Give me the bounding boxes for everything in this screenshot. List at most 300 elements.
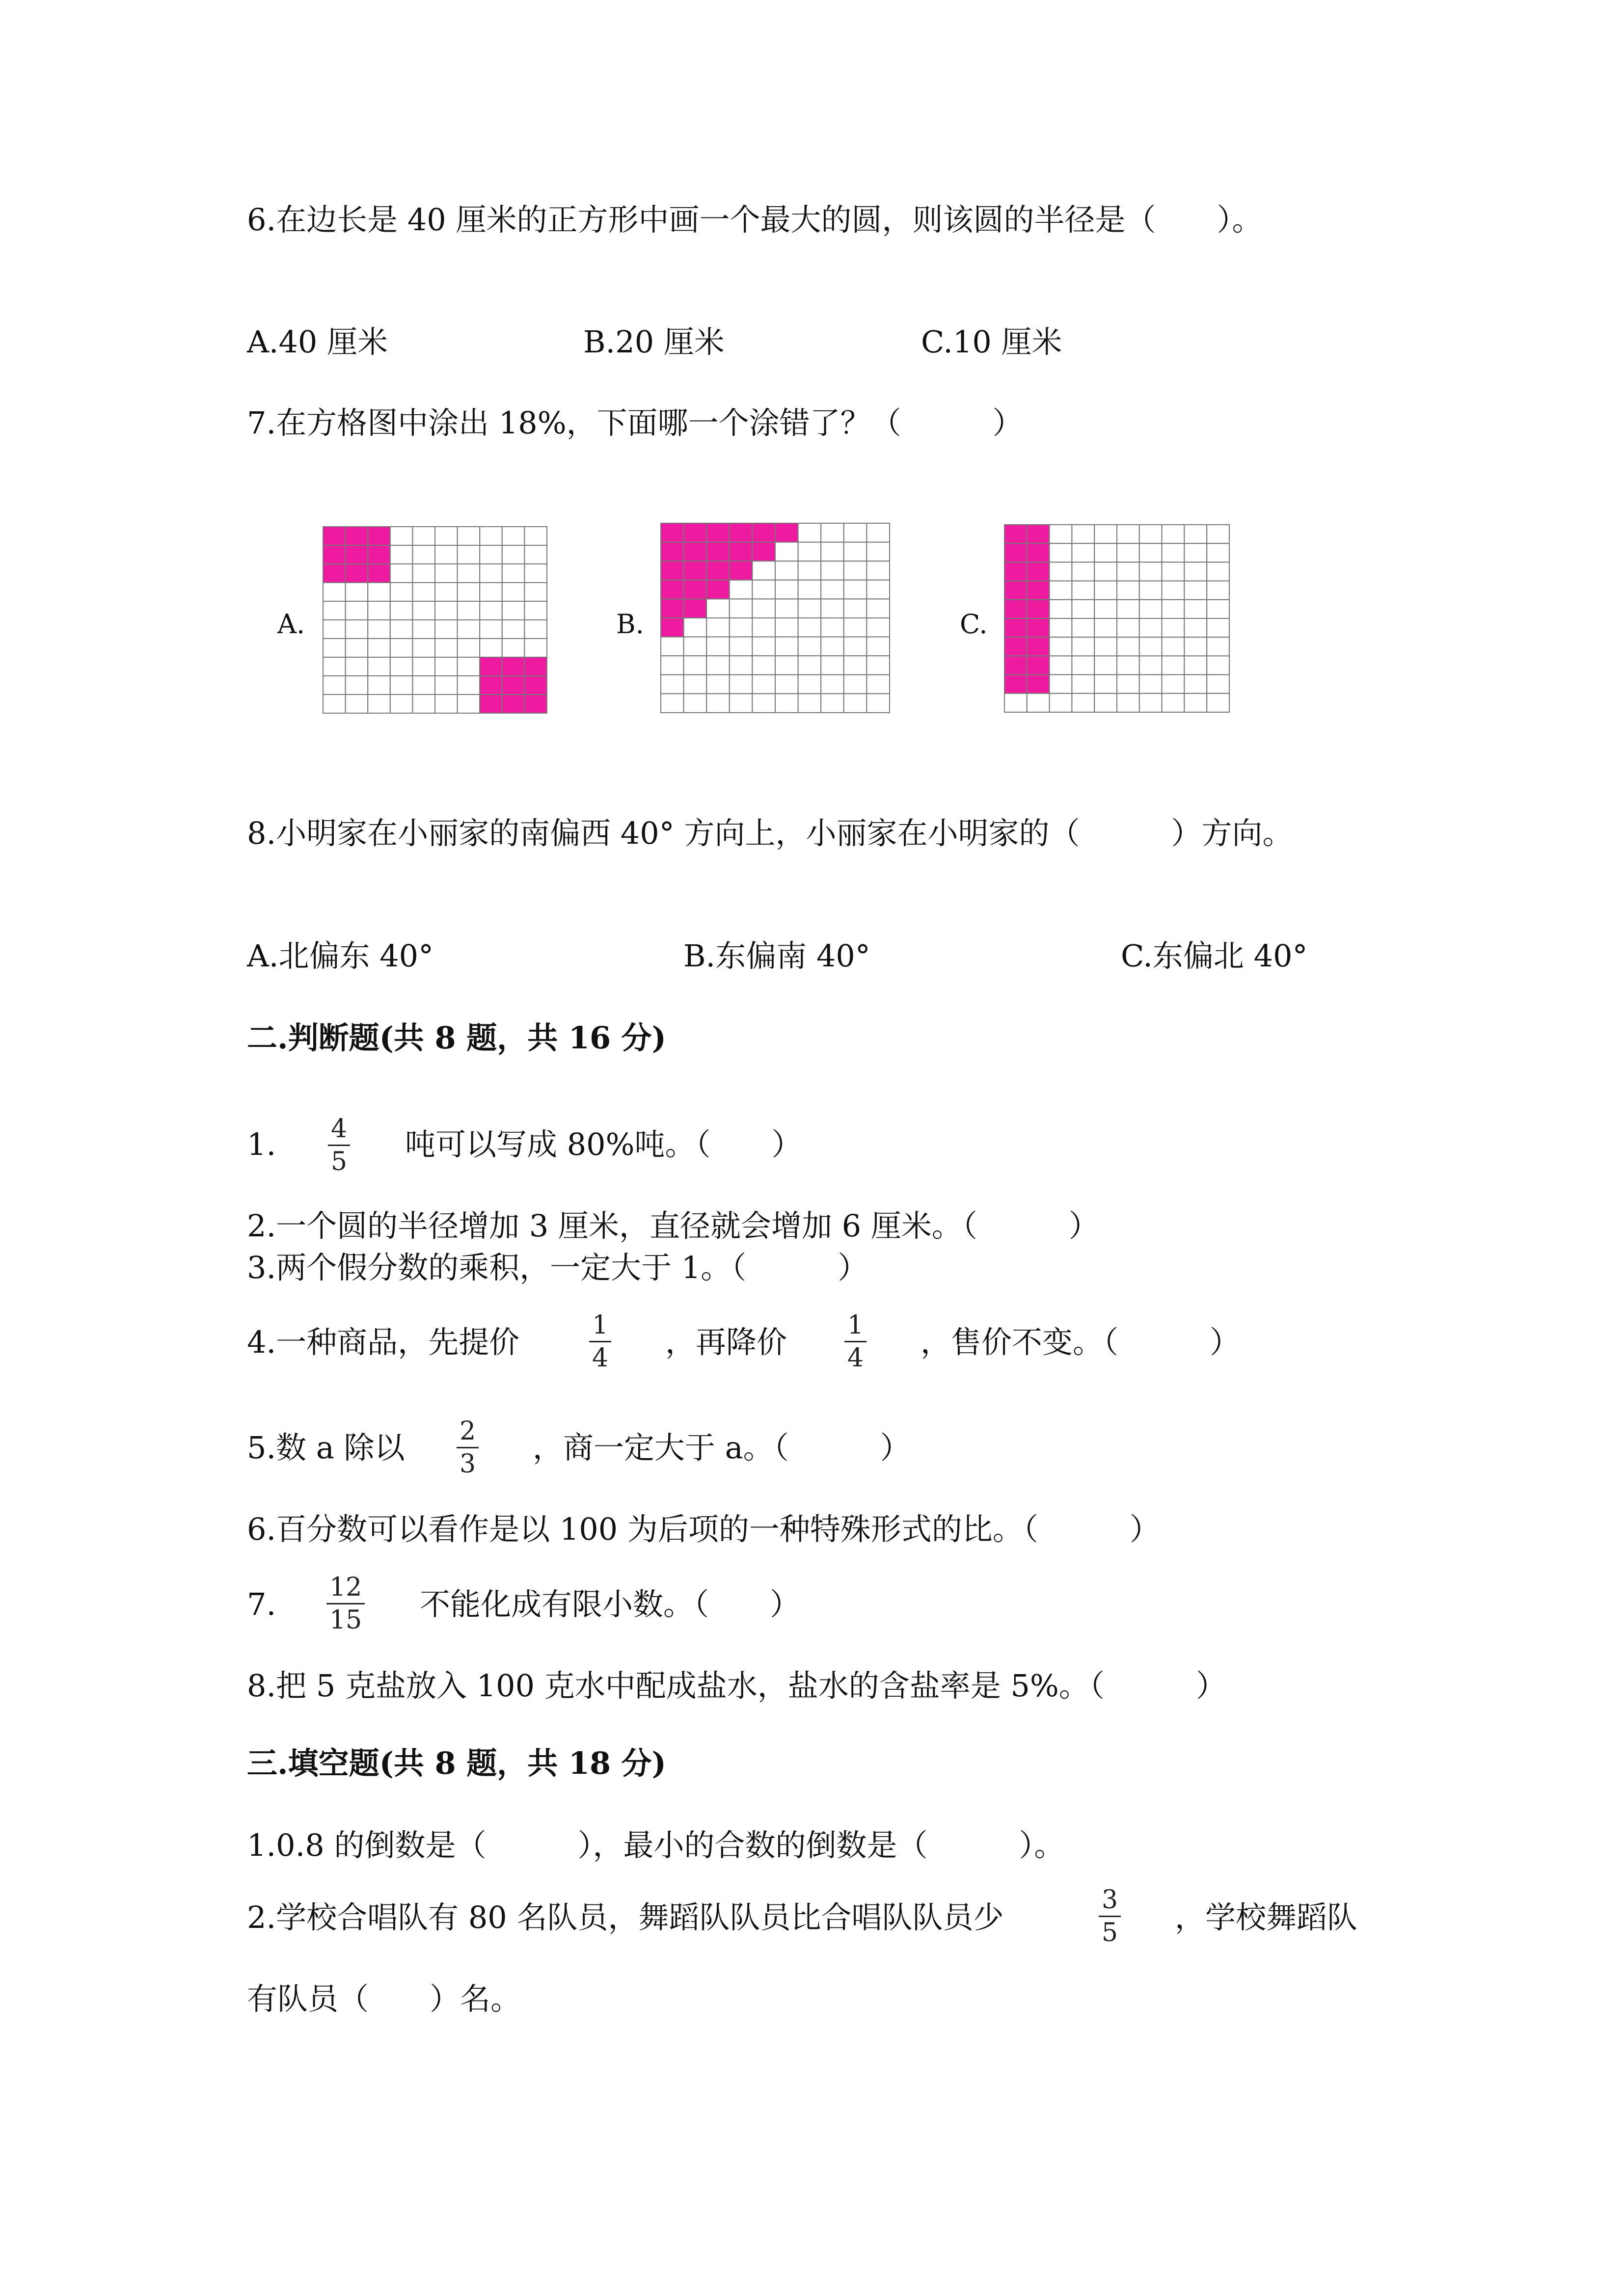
grid-cell — [1139, 694, 1162, 712]
grid-cell — [1207, 618, 1229, 637]
grid-cell — [435, 694, 458, 713]
grid-cell — [844, 599, 867, 618]
grid-cell — [1117, 562, 1139, 581]
grid-cell — [775, 580, 798, 599]
fraction-numerator: 1 — [592, 1310, 609, 1340]
grid-cell-shaded — [1004, 656, 1027, 674]
fraction-numerator: 1 — [847, 1310, 864, 1340]
grid-cell — [1117, 694, 1139, 712]
grid-cell-shaded — [502, 694, 525, 713]
fraction-numerator: 4 — [331, 1114, 348, 1144]
grid-cell — [866, 542, 890, 561]
grid-cell — [390, 564, 413, 583]
grid-cell — [1162, 637, 1185, 656]
grid-cell — [1207, 675, 1229, 694]
grid-cell — [1207, 694, 1229, 712]
grid-cell — [798, 694, 821, 713]
grid-cell — [346, 694, 368, 713]
grid-cell-shaded — [346, 527, 368, 545]
grid-cell — [1094, 675, 1117, 694]
grid-cell — [821, 675, 844, 694]
grid-cell — [775, 656, 798, 675]
grid-cell — [1072, 694, 1094, 712]
grid-cell — [1072, 581, 1094, 600]
judge-item-1-num: 1. — [247, 1126, 276, 1162]
grid-cell — [1139, 600, 1162, 618]
grid-cell — [1162, 543, 1185, 562]
grid-cell-shaded — [368, 545, 390, 564]
grid-cell — [821, 561, 844, 580]
grid-cell — [1139, 618, 1162, 637]
question-6-option-c: C.10 厘米 — [921, 324, 1062, 360]
grid-cell — [502, 583, 525, 601]
fraction-denominator: 4 — [847, 1343, 864, 1373]
grid-cell-shaded — [502, 676, 525, 694]
grid-cell — [1184, 543, 1207, 562]
grid-cell-shaded — [1027, 562, 1050, 581]
grid-cell — [798, 637, 821, 656]
grid-cell — [1072, 675, 1094, 694]
grid-cell — [480, 527, 502, 545]
grid-cell — [706, 694, 730, 713]
grid-cell — [730, 675, 753, 694]
grid-cell — [480, 639, 502, 657]
grid-cell — [323, 620, 346, 639]
grid-cell — [775, 618, 798, 637]
grid-cell — [1162, 562, 1185, 581]
grid-cell — [1094, 600, 1117, 618]
grid-cell-shaded — [1004, 543, 1027, 562]
grid-cell — [684, 637, 707, 656]
grid-cell — [1207, 562, 1229, 581]
grid-cell — [502, 564, 525, 583]
grid-cell-shaded — [661, 580, 684, 599]
grid-cell — [458, 583, 480, 601]
grid-cell-shaded — [323, 527, 346, 545]
grid-cell — [821, 694, 844, 713]
grid-cell — [684, 618, 707, 637]
grid-cell — [1117, 525, 1139, 543]
grid-cell — [866, 694, 890, 713]
grid-cell — [323, 601, 346, 620]
grid-cell — [752, 580, 775, 599]
fraction-denominator: 15 — [329, 1605, 362, 1635]
grid-cell — [821, 637, 844, 656]
grid-cell — [1094, 637, 1117, 656]
grid-cell — [368, 620, 390, 639]
section-fill-title: 三.填空题(共 8 题，共 18 分) — [247, 1745, 667, 1781]
grid-cell — [844, 618, 867, 637]
grid-cell — [435, 676, 458, 694]
grid-cell — [798, 542, 821, 561]
grid-cell — [390, 620, 413, 639]
grid-cell — [866, 523, 890, 542]
grid-cell — [1050, 600, 1072, 618]
grid-cell — [346, 620, 368, 639]
grid-cell — [412, 676, 435, 694]
grid-cell — [323, 583, 346, 601]
grid-cell — [346, 676, 368, 694]
fraction-3-5 — [1099, 1886, 1121, 1947]
grid-cell-shaded — [368, 564, 390, 583]
grid-cell-shaded — [684, 561, 707, 580]
grid-cell — [435, 545, 458, 564]
grid-cell — [524, 545, 547, 564]
fraction-denominator: 3 — [460, 1449, 476, 1479]
grid-b — [659, 522, 891, 714]
grid-cell — [821, 599, 844, 618]
grid-cell — [435, 601, 458, 620]
grid-cell — [798, 599, 821, 618]
grid-cell — [1094, 694, 1117, 712]
grid-cell — [368, 639, 390, 657]
grid-cell — [730, 637, 753, 656]
fraction-1-4-a — [589, 1311, 611, 1372]
grid-cell-shaded — [480, 694, 502, 713]
grid-cell — [1072, 525, 1094, 543]
grid-cell — [1072, 656, 1094, 674]
question-8-option-b: B.东偏南 40° — [683, 938, 870, 974]
grid-cell — [390, 676, 413, 694]
grid-cell — [706, 675, 730, 694]
grid-cell — [435, 564, 458, 583]
grid-cell — [524, 620, 547, 639]
grid-cell-shaded — [1027, 600, 1050, 618]
grid-cell — [524, 601, 547, 620]
grid-cell — [684, 675, 707, 694]
grid-cell — [684, 694, 707, 713]
grid-cell — [346, 657, 368, 676]
grid-cell — [752, 561, 775, 580]
question-6-option-a: A.40 厘米 — [247, 324, 388, 360]
grid-cell-shaded — [524, 676, 547, 694]
question-8-stem: 8.小明家在小丽家的南偏西 40° 方向上，小丽家在小明家的（ ）方向。 — [247, 815, 1293, 851]
grid-cell — [1162, 618, 1185, 637]
grid-cell — [435, 620, 458, 639]
fraction-2-3 — [457, 1417, 479, 1478]
grid-cell — [1072, 618, 1094, 637]
grid-cell — [480, 583, 502, 601]
judge-item-4-post: ，售价不变。（ ） — [920, 1324, 1241, 1360]
grid-cell — [1072, 562, 1094, 581]
grid-cell — [480, 601, 502, 620]
grid-cell — [730, 694, 753, 713]
grid-cell — [1184, 525, 1207, 543]
grid-cell — [1207, 525, 1229, 543]
grid-cell — [524, 583, 547, 601]
grid-cell — [866, 675, 890, 694]
grid-cell — [752, 694, 775, 713]
grid-cell — [821, 580, 844, 599]
grid-cell — [412, 694, 435, 713]
section-judge-title: 二.判断题(共 8 题，共 16 分) — [247, 1020, 667, 1056]
grid-cell — [368, 583, 390, 601]
grid-cell-shaded — [661, 523, 684, 542]
question-6-option-b: B.20 厘米 — [583, 324, 725, 360]
grid-cell — [1117, 656, 1139, 674]
grid-cell — [1184, 581, 1207, 600]
grid-cell — [412, 545, 435, 564]
fraction-1-4-b — [844, 1311, 866, 1372]
grid-cell — [730, 599, 753, 618]
grid-cell — [1050, 543, 1072, 562]
judge-item-7-num: 7. — [247, 1586, 276, 1622]
grid-cell — [1072, 600, 1094, 618]
grid-cell — [821, 523, 844, 542]
grid-cell-shaded — [1004, 675, 1027, 694]
question-8-option-c: C.东偏北 40° — [1121, 938, 1308, 974]
grid-cell — [458, 676, 480, 694]
grid-cell — [346, 601, 368, 620]
grid-cell-shaded — [661, 542, 684, 561]
grid-cell — [390, 601, 413, 620]
grid-cell — [435, 583, 458, 601]
grid-cell — [1162, 600, 1185, 618]
fraction-numerator: 12 — [329, 1573, 362, 1602]
grid-cell — [661, 656, 684, 675]
grid-cell — [412, 601, 435, 620]
grid-cell — [866, 656, 890, 675]
fraction-denominator: 4 — [592, 1343, 609, 1373]
grid-cell — [1162, 694, 1185, 712]
grid-cell — [752, 599, 775, 618]
grid-cell — [1094, 525, 1117, 543]
grid-cell — [390, 545, 413, 564]
grid-cell — [502, 639, 525, 657]
grid-cell — [866, 561, 890, 580]
grid-cell — [458, 639, 480, 657]
grid-cell — [502, 620, 525, 639]
grid-cell-shaded — [706, 542, 730, 561]
grid-cell — [1050, 562, 1072, 581]
grid-cell — [1139, 525, 1162, 543]
grid-cell-shaded — [346, 564, 368, 583]
grid-cell — [844, 580, 867, 599]
grid-cell — [821, 656, 844, 675]
grid-cell — [1094, 618, 1117, 637]
grid-cell — [458, 601, 480, 620]
grid-cell — [1094, 562, 1117, 581]
grid-cell-shaded — [730, 523, 753, 542]
grid-cell — [368, 694, 390, 713]
fraction-4-5 — [328, 1115, 350, 1175]
grid-cell — [1117, 675, 1139, 694]
grid-cell — [866, 599, 890, 618]
grid-cell — [390, 639, 413, 657]
grid-a — [322, 525, 548, 715]
grid-cell-shaded — [1004, 581, 1027, 600]
grid-cell — [435, 657, 458, 676]
grid-cell — [1117, 618, 1139, 637]
grid-cell — [1117, 581, 1139, 600]
fill-item-2-post: ，学校舞蹈队 — [1175, 1899, 1358, 1935]
grid-cell — [1139, 543, 1162, 562]
grid-cell — [435, 527, 458, 545]
fill-item-2-line2: 有队员（ ）名。 — [247, 1981, 521, 2017]
grid-cell — [1050, 675, 1072, 694]
judge-item-7-text: 不能化成有限小数。（ ） — [420, 1586, 801, 1622]
grid-cell — [775, 561, 798, 580]
grid-cell — [323, 639, 346, 657]
grid-cell — [1094, 581, 1117, 600]
grid-c-label: C. — [960, 609, 988, 640]
fraction-12-15 — [326, 1574, 365, 1634]
fraction-numerator: 2 — [460, 1416, 476, 1446]
grid-cell — [798, 523, 821, 542]
grid-cell-shaded — [1004, 600, 1027, 618]
grid-cell — [323, 676, 346, 694]
grid-cell — [752, 675, 775, 694]
grid-cell — [458, 694, 480, 713]
grid-cell-shaded — [524, 694, 547, 713]
grid-cell — [346, 583, 368, 601]
grid-cell — [798, 561, 821, 580]
grid-cell — [1162, 525, 1185, 543]
fraction-numerator: 3 — [1102, 1885, 1118, 1915]
grid-cell — [1050, 694, 1072, 712]
grid-cell-shaded — [752, 523, 775, 542]
grid-cell — [775, 542, 798, 561]
question-6-stem: 6.在边长是 40 厘米的正方形中画一个最大的圆，则该圆的半径是（ ）。 — [247, 202, 1263, 238]
grid-cell — [730, 618, 753, 637]
grid-cell — [844, 656, 867, 675]
grid-cell-shaded — [1027, 637, 1050, 656]
judge-item-8: 8.把 5 克盐放入 100 克水中配成盐水，盐水的含盐率是 5%。（ ） — [247, 1668, 1226, 1704]
grid-cell-shaded — [1027, 525, 1050, 543]
grid-a-label: A. — [277, 609, 305, 640]
grid-cell — [1139, 581, 1162, 600]
grid-cell — [844, 561, 867, 580]
grid-cell — [775, 675, 798, 694]
grid-cell — [661, 637, 684, 656]
grid-cell-shaded — [1004, 562, 1027, 581]
grid-cell — [1050, 637, 1072, 656]
grid-cell — [390, 583, 413, 601]
grid-cell — [1094, 543, 1117, 562]
grid-cell — [706, 618, 730, 637]
grid-cell — [458, 657, 480, 676]
grid-cell — [798, 618, 821, 637]
grid-cell — [458, 564, 480, 583]
grid-cell — [412, 564, 435, 583]
grid-cell — [323, 694, 346, 713]
grid-cell — [458, 527, 480, 545]
grid-cell — [1050, 525, 1072, 543]
grid-cell — [844, 637, 867, 656]
fill-item-2-pre: 2.学校合唱队有 80 名队员，舞蹈队队员比合唱队队员少 — [247, 1899, 1004, 1935]
grid-cell — [502, 527, 525, 545]
grid-cell — [1184, 618, 1207, 637]
grid-cell — [752, 618, 775, 637]
grid-cell-shaded — [1027, 581, 1050, 600]
grid-cell-shaded — [661, 618, 684, 637]
grid-cell — [1139, 675, 1162, 694]
grid-cell-shaded — [661, 599, 684, 618]
grid-cell — [1004, 694, 1027, 712]
grid-cell — [1162, 656, 1185, 674]
grid-cell-shaded — [730, 542, 753, 561]
grid-cell — [1207, 656, 1229, 674]
judge-item-4-mid: ，再降价 — [665, 1324, 787, 1360]
grid-cell-shaded — [1027, 656, 1050, 674]
grid-cell — [1184, 562, 1207, 581]
grid-cell — [1094, 656, 1117, 674]
grid-cell — [412, 620, 435, 639]
grid-cell — [866, 580, 890, 599]
grid-cell — [502, 545, 525, 564]
grid-cell — [844, 523, 867, 542]
grid-cell-shaded — [684, 523, 707, 542]
grid-cell — [412, 639, 435, 657]
grid-cell — [1072, 543, 1094, 562]
grid-cell — [684, 656, 707, 675]
grid-cell — [706, 637, 730, 656]
grid-cell-shaded — [502, 657, 525, 676]
grid-cell — [1162, 675, 1185, 694]
grid-cell — [502, 601, 525, 620]
grid-cell — [1207, 581, 1229, 600]
grid-cell-shaded — [323, 545, 346, 564]
grid-cell-shaded — [480, 657, 502, 676]
judge-item-5-pre: 5.数 a 除以 — [247, 1430, 405, 1466]
question-8-option-a: A.北偏东 40° — [247, 938, 434, 974]
grid-cell — [458, 545, 480, 564]
grid-cell — [1184, 656, 1207, 674]
grid-cell — [458, 620, 480, 639]
grid-cell-shaded — [684, 599, 707, 618]
grid-cell — [798, 675, 821, 694]
grid-cell — [435, 639, 458, 657]
grid-cell — [524, 639, 547, 657]
grid-cell — [661, 694, 684, 713]
grid-cell — [1050, 581, 1072, 600]
judge-item-3: 3.两个假分数的乘积，一定大于 1。（ ） — [247, 1250, 868, 1285]
grid-cell — [844, 542, 867, 561]
grid-cell — [821, 542, 844, 561]
grid-cell-shaded — [1004, 637, 1027, 656]
grid-cell-shaded — [752, 542, 775, 561]
grid-cell-shaded — [730, 561, 753, 580]
judge-item-1-text: 吨可以写成 80%吨。（ ） — [405, 1126, 802, 1162]
grid-cell — [368, 676, 390, 694]
grid-cell — [1184, 637, 1207, 656]
grid-cell — [866, 637, 890, 656]
grid-cell — [706, 599, 730, 618]
grid-cell-shaded — [346, 545, 368, 564]
grid-cell — [390, 527, 413, 545]
grid-cell-shaded — [661, 561, 684, 580]
grid-cell — [1139, 562, 1162, 581]
grid-cell — [1207, 600, 1229, 618]
grid-cell-shaded — [1027, 543, 1050, 562]
grid-cell — [1162, 581, 1185, 600]
grid-cell — [1117, 637, 1139, 656]
grid-cell — [412, 527, 435, 545]
grid-cell — [1050, 618, 1072, 637]
grid-cell-shaded — [706, 523, 730, 542]
grid-cell — [866, 618, 890, 637]
grid-cell — [480, 564, 502, 583]
grid-cell — [1184, 694, 1207, 712]
grid-cell — [1184, 600, 1207, 618]
grid-cell-shaded — [684, 580, 707, 599]
grid-cell — [412, 583, 435, 601]
grid-cell-shaded — [775, 523, 798, 542]
grid-cell-shaded — [1027, 618, 1050, 637]
grid-cell — [752, 656, 775, 675]
grid-cell — [1117, 600, 1139, 618]
grid-cell — [412, 657, 435, 676]
